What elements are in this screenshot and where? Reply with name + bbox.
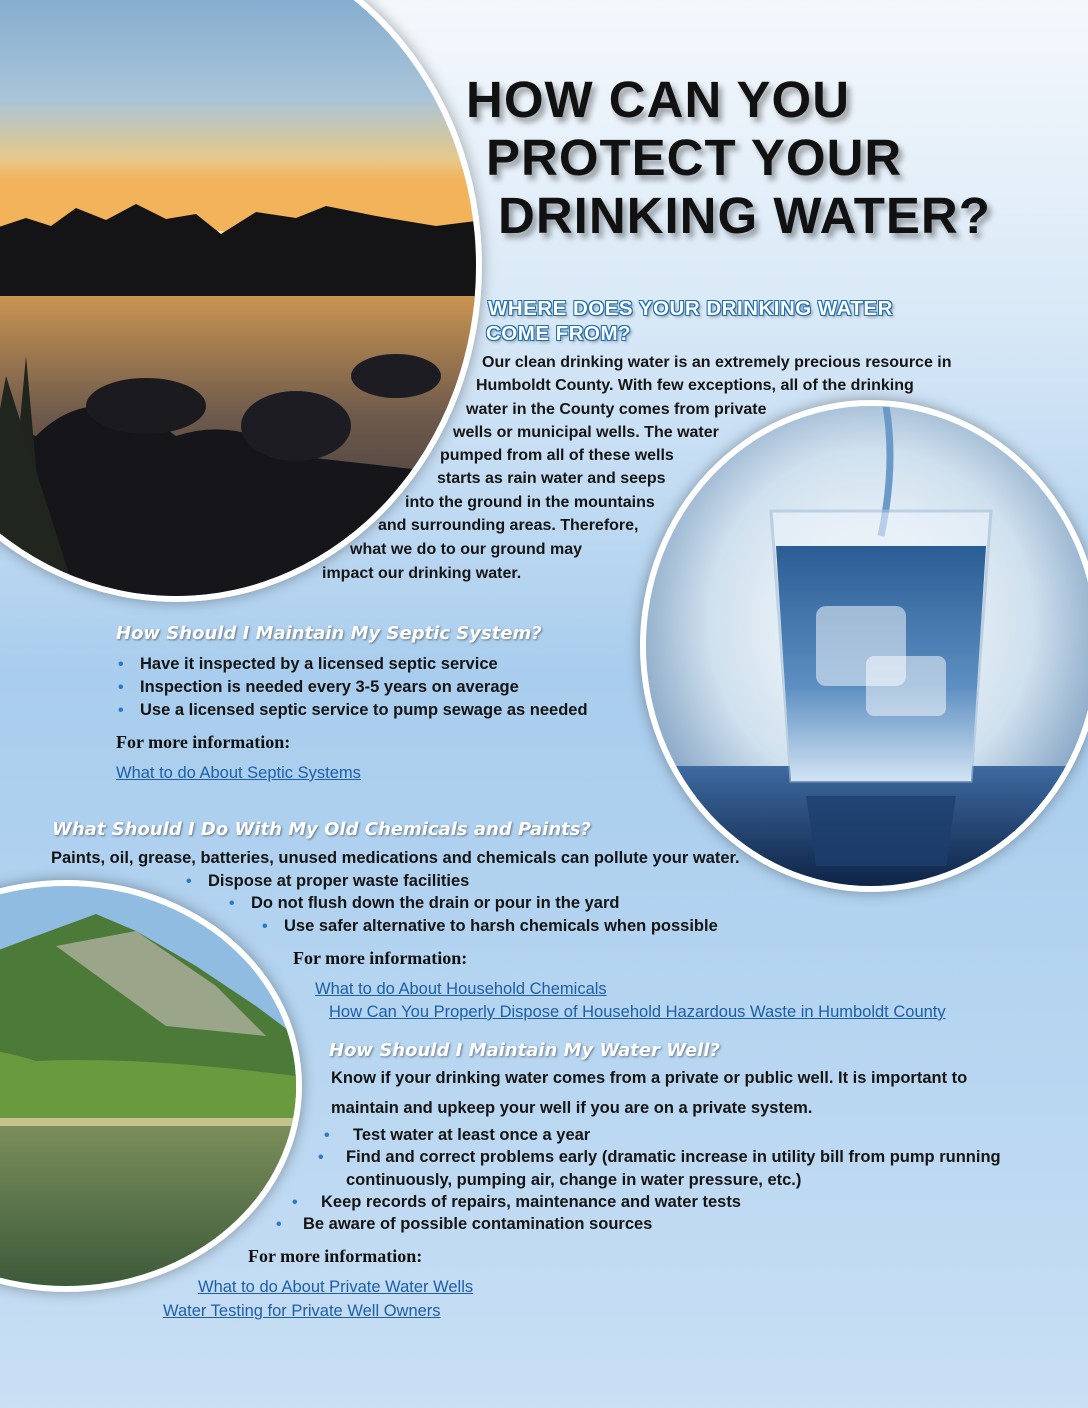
source-text-line: Humboldt County. With few exceptions, all of the drinking	[476, 377, 914, 394]
septic-bullet: • Inspection is needed every 3-5 years on average	[118, 678, 519, 696]
septic-more-info: For more information:	[116, 732, 291, 752]
page-title-line-3: DRINKING WATER?	[498, 187, 991, 244]
chemicals-bullet: • Dispose at proper waste facilities	[186, 872, 470, 890]
chemicals-heading: What Should I Do With My Old Chemicals and Paints?	[52, 819, 591, 840]
chemicals-intro: Paints, oil, grease, batteries, unused medications and chemicals can pollute your water.	[51, 849, 740, 867]
chemicals-more-info: For more information:	[293, 948, 468, 968]
well-bullet-continuation: continuously, pumping air, change in water pressure, etc.)	[346, 1171, 802, 1189]
hazardous-waste-link[interactable]: How Can You Properly Dispose of Household Hazardous Waste in Humboldt County	[329, 1003, 946, 1021]
bullet-icon: •	[324, 1127, 330, 1144]
well-more-info: For more information:	[248, 1246, 423, 1266]
chemicals-bullet: • Do not flush down the drain or pour in the yard	[229, 894, 620, 912]
page-title-line-2: PROTECT YOUR	[486, 129, 903, 186]
septic-info-link[interactable]: What to do About Septic Systems	[116, 764, 361, 782]
page-title-line-1: HOW CAN YOU	[466, 71, 851, 128]
water-testing-link[interactable]: Water Testing for Private Well Owners	[163, 1302, 441, 1320]
bullet-icon: •	[318, 1149, 324, 1166]
well-bullet: • Test water at least once a year	[324, 1126, 591, 1144]
private-wells-link[interactable]: What to do About Private Water Wells	[198, 1278, 474, 1296]
bullet-icon: •	[118, 656, 124, 673]
well-bullet: • Keep records of repairs, maintenance and water tests	[292, 1193, 741, 1211]
mountain-lake-photo	[0, 880, 302, 1292]
source-text-line: pumped from all of these wells	[440, 447, 674, 464]
bullet-icon: •	[186, 873, 192, 890]
well-bullet: • Be aware of possible contamination sources	[276, 1215, 653, 1233]
well-intro-line-2: maintain and upkeep your well if you are on a private system.	[331, 1099, 813, 1117]
household-chemicals-link[interactable]: What to do About Household Chemicals	[315, 980, 607, 998]
septic-heading: How Should I Maintain My Septic System?	[116, 623, 542, 644]
bullet-icon: •	[229, 895, 235, 912]
source-text-line: Our clean drinking water is an extremely precious resource in	[482, 354, 952, 371]
well-bullet: • Find and correct problems early (dramatic increase in utility bill from pump running	[318, 1148, 1001, 1166]
source-text-line: starts as rain water and seeps	[437, 470, 666, 487]
bullet-icon: •	[118, 679, 124, 696]
well-intro-line-1: Know if your drinking water comes from a private or public well. It is important to	[331, 1069, 968, 1087]
water-glass-photo	[640, 400, 1088, 892]
bullet-icon: •	[292, 1194, 298, 1211]
septic-bullet: • Use a licensed septic service to pump sewage as needed	[118, 701, 588, 719]
source-heading-line-1: WHERE DOES YOUR DRINKING WATER	[488, 297, 893, 320]
septic-bullet: • Have it inspected by a licensed septic service	[118, 655, 498, 673]
bullet-icon: •	[262, 918, 268, 935]
bullet-icon: •	[276, 1216, 282, 1233]
source-text-line: impact our drinking water.	[322, 565, 522, 582]
source-text-line: and surrounding areas. Therefore,	[378, 517, 639, 534]
source-text-line: water in the County comes from private	[466, 401, 767, 418]
source-text-line: wells or municipal wells. The water	[453, 424, 719, 441]
bullet-icon: •	[118, 702, 124, 719]
chemicals-bullet: • Use safer alternative to harsh chemicals when possible	[262, 917, 718, 935]
source-text-line: into the ground in the mountains	[405, 494, 655, 511]
well-heading: How Should I Maintain My Water Well?	[329, 1040, 720, 1061]
source-heading-line-2: COME FROM?	[486, 322, 632, 345]
source-text-line: what we do to our ground may	[350, 541, 582, 558]
